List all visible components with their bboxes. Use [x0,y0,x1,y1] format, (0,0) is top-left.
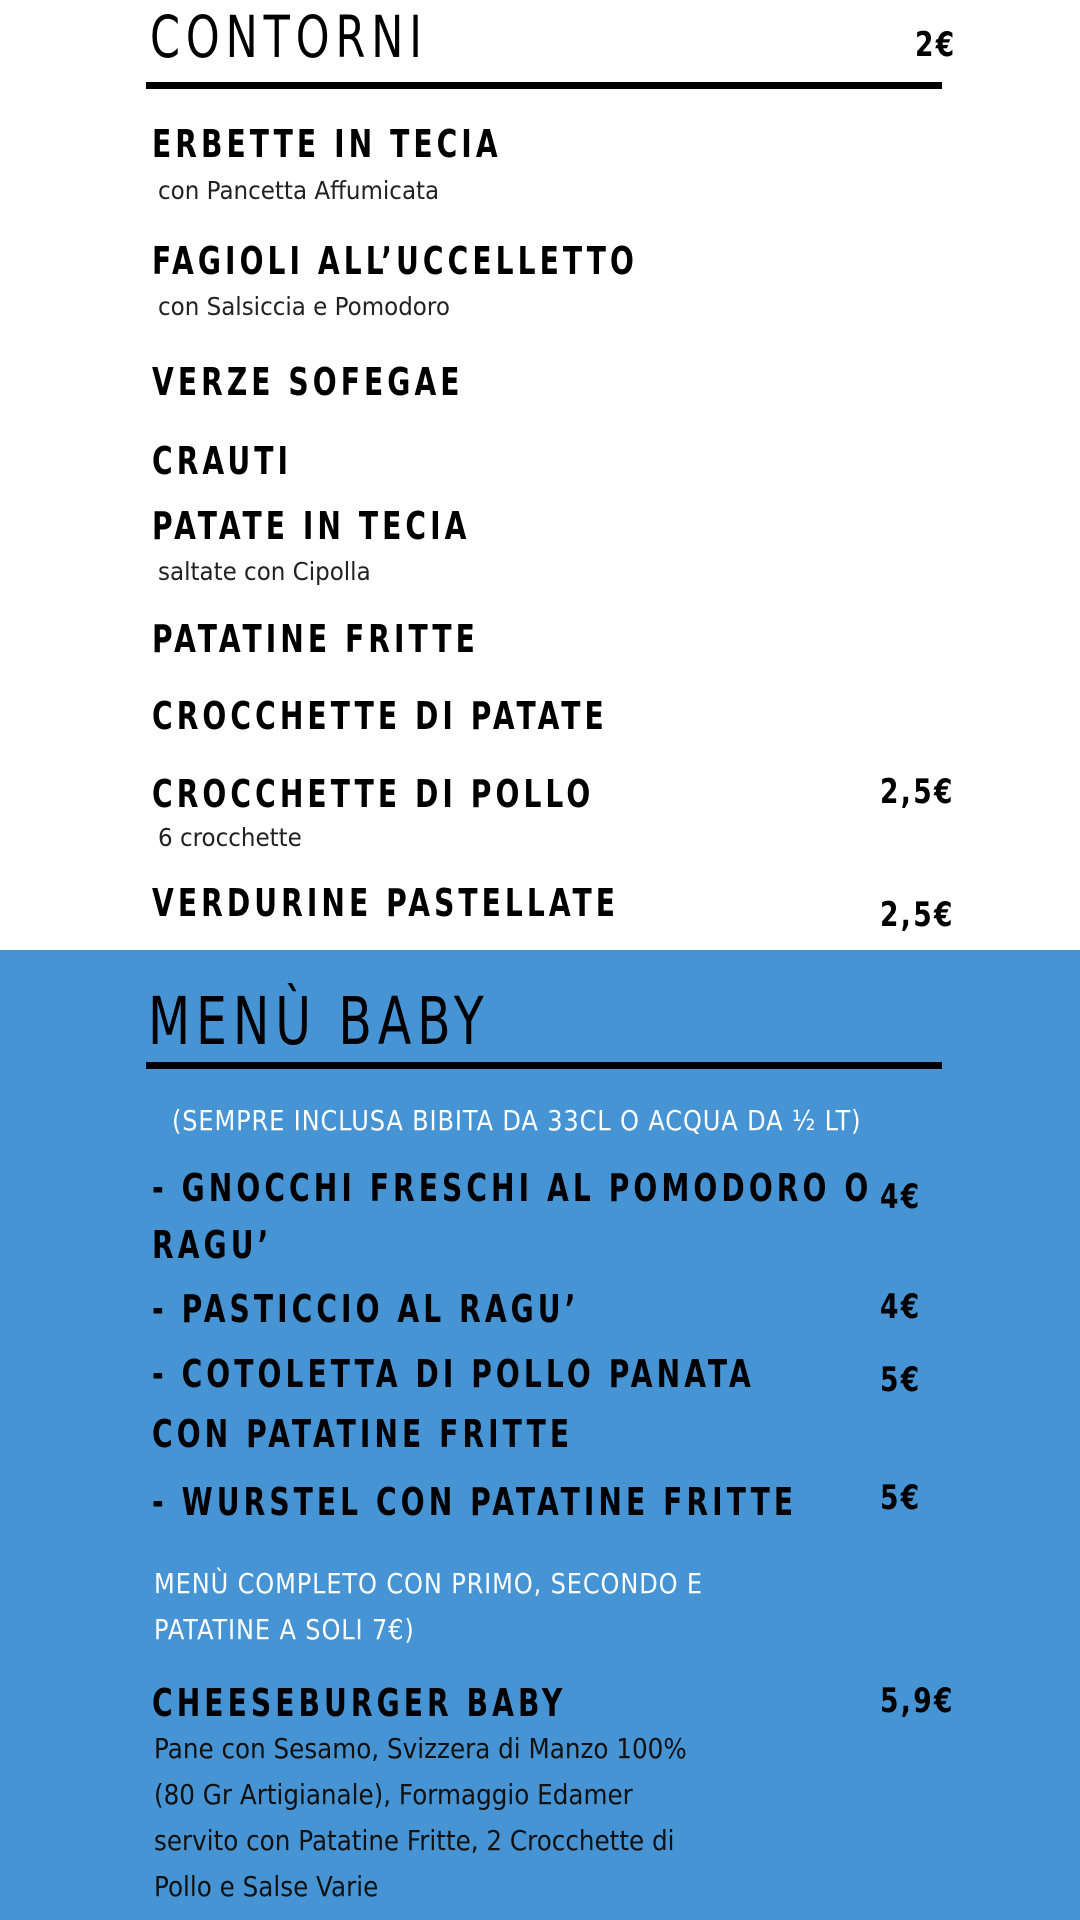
baby-item-name: - GNOCCHI FRESCHI AL POMODORO O [152,1166,873,1210]
menu-item-name: PATATE IN TECIA [152,504,471,548]
baby-item-name: - WURSTEL CON PATATINE FRITTE [152,1480,798,1524]
baby-item-price: 5€ [880,1478,922,1518]
menu-item-desc: 6 crocchette [158,823,302,852]
baby-item-name-cont: CON PATATINE FRITTE [152,1412,574,1456]
combo-menu-note: MENÙ COMPLETO CON PRIMO, SECONDO E [154,1567,704,1600]
combo-menu-note-cont: PATATINE A SOLI 7€) [154,1613,415,1646]
contorni-section [0,0,1080,950]
baby-item-price: 4€ [880,1287,922,1327]
baby-item-price: 4€ [880,1177,922,1217]
menu-item-desc: con Pancetta Affumicata [158,176,440,205]
menu-item-desc: con Salsiccia e Pomodoro [158,292,450,321]
baby-item-name-cont: RAGU’ [152,1223,273,1267]
contorni-title: CONTORNI [150,3,428,71]
cheeseburger-desc-line: (80 Gr Artigianale), Formaggio Edamer [154,1778,633,1811]
menu-item-name: CRAUTI [152,439,293,483]
menu-item-name: FAGIOLI ALL’UCCELLETTO [152,239,638,283]
menu-item-name: VERZE SOFEGAE [152,360,464,404]
cheeseburger-name: CHEESEBURGER BABY [152,1681,567,1725]
cheeseburger-price: 5,9€ [880,1681,955,1721]
menu-item-desc: saltate con Cipolla [158,557,371,586]
menu-item-price: 2,5€ [880,895,955,935]
baby-item-price: 5€ [880,1360,922,1400]
menu-item-name: ERBETTE IN TECIA [152,122,502,166]
cheeseburger-desc-line: servito con Patatine Fritte, 2 Crocchette di [154,1824,675,1857]
menu-baby-title: MENÙ BABY [148,983,490,1060]
menu-item-name: CROCCHETTE DI PATATE [152,694,608,738]
baby-item-name: - PASTICCIO AL RAGU’ [152,1287,580,1331]
menu-baby-divider [146,1062,942,1069]
cheeseburger-desc-line: Pane con Sesamo, Svizzera di Manzo 100% [154,1732,687,1765]
baby-item-name: - COTOLETTA DI POLLO PANATA [152,1352,755,1396]
menu-item-name: PATATINE FRITTE [152,617,479,661]
menu-item-name: VERDURINE PASTELLATE [152,881,620,925]
menu-baby-section [0,950,1080,1920]
cheeseburger-desc-line: Pollo e Salse Varie [154,1870,379,1903]
menu-item-price: 2,5€ [880,772,955,812]
drink-included-note: (SEMPRE INCLUSA BIBITA DA 33CL O ACQUA DA ½ LT) [172,1104,862,1137]
menu-item-name: CROCCHETTE DI POLLO [152,772,595,816]
contorni-divider [146,82,942,89]
contorni-price: 2€ [915,25,957,65]
